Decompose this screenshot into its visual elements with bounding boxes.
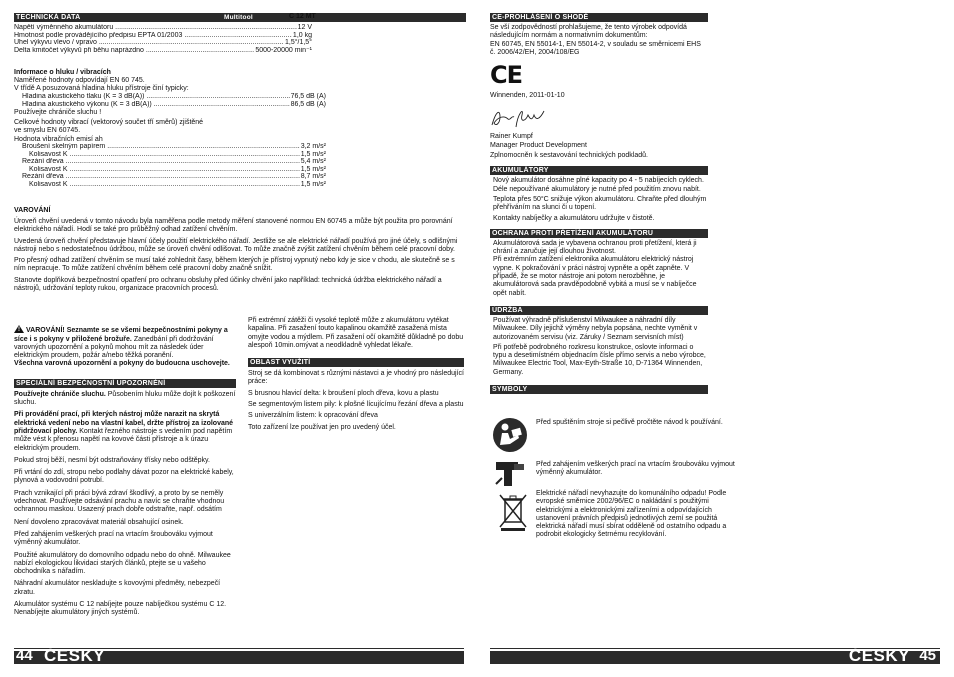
- spec-label: Úhel výkyvu vlevo / vpravo .....: [14, 39, 312, 46]
- spec-row: [14, 39, 312, 47]
- warning-paragraph: Uvedená úroveň chvění představuje hlavní účely použití elektrického nářadí. Jestliže se ale elektrické nářadí používá pro jiné účely, s odlišnými nástroji nebo s nedostatečnou údržbou, může se úroveň chvění odlišovat. To může značně zvýšit zatížení chvěním během celé pracovní doby.: [14, 237, 458, 253]
- vib-value: 3,2 m/s²: [300, 143, 326, 150]
- tech-data-tool: Multitool: [224, 14, 253, 21]
- vib-value: 1,5 m/s²: [300, 180, 326, 188]
- vib-row: [22, 181, 326, 189]
- spec-value: 12 V: [297, 24, 312, 31]
- battery-leak-note: Při extrémní zátěži či vysoké teplotě může z akumulátoru vytékat kapalina. Při zasažení touto kapalinou okamžitě zasažená místa omyjte vodou a mýdlem. Při zasažení očí okamžitě důkladně po dobu alespoň 10min.omývat a neodkladně vyhledat lékaře.: [248, 317, 464, 349]
- ce-text: Se vší zodpovědností prohlašujeme, že tento výrobek odpovídá následujícím normám a normativním dokumentům: EN 60745, EN 55014-1, EN 55014-2, v souladu se směrnicemi EHS č. 2006/42/EH, 2004/108/EG: [490, 24, 701, 56]
- warning-triangle-icon: !: [14, 325, 24, 333]
- declaration-date: Winnenden, 2011-01-10: [490, 92, 565, 100]
- use-paragraph: Toto zařízení lze používat jen pro uvedený účel.: [248, 423, 396, 431]
- spec-label: Hmotnost podle provádějícího předpisu EPTA 01/2003 .....: [14, 32, 312, 39]
- vib-label: Kolisavost K .....: [22, 181, 326, 188]
- use-paragraph: Se segmentovým listem pily: k plošné lícujícímu řezání dřeva a plastu: [248, 401, 464, 409]
- spec-table: [14, 24, 312, 54]
- protect-text: Akumulátorová sada je vybavena ochranou proti přetížení, která ji chrání a zaručuje její dlouhou životnost. Při extrémním zatížení elektronika akumulátoru elektrický nástroj vypne. K pokračování v práci nástroj vypněte a opět zapněte. V případě, že se motor nástroje ani potom nerozběhne, je akumulátorová sada pravděpodobně vybitá a musí se v nabíječce opět nabít.: [493, 239, 697, 297]
- use-paragraph: S brusnou hlavicí delta: k broušení ploch dřeva, kovu a plastu: [248, 389, 439, 397]
- noise-table: [22, 93, 326, 108]
- spec-row: [14, 47, 312, 55]
- spec-value: 1,0 kg: [292, 31, 312, 39]
- spec-label: Delta kmitočet výkyvů při běhu naprázdno .....: [14, 47, 312, 54]
- safety-paragraph: Pokud stroj běží, nesmí být odstraňovány třísky nebo odštěpky.: [14, 456, 210, 464]
- warning-paragraph: Úroveň chvění uvedená v tomto návodu byla naměřena podle metody měření stanovené normou EN 60745 a může být použita pro porovnání elektrického nářadí. Hodí se také pro průběžný odhad zatížení chvěním.: [14, 218, 453, 234]
- warning-paragraph: Stanovte doplňková bezpečnostní opatření pro ochranu obsluhy před účinky chvění jako například: technická údržba elektrického nářadí a nástrojů, udržování teploty rukou, organizace pracovních procesů.: [14, 276, 442, 293]
- safety-p2-bold: Při provádění prací, při kterých nástroj může narazit na skrytá elektrická vedení nebo na vlastní kabel, držte přístroj za izolované přidržovací plochy.: [14, 411, 234, 435]
- vib-label: Kolisavost K .....: [22, 166, 326, 173]
- right-language: ČESKY: [848, 646, 910, 665]
- signer: Rainer Kumpf Manager Product Development: [490, 133, 587, 149]
- akku-paragraph: Nový akumulátor dosáhne plné kapacity po 4 - 5 nabíjecích cyklech. Déle nepoužívané akumulátory je nutné před použitím znovu nabít.: [493, 177, 704, 193]
- safety-paragraph: Náhradní akumulátor neskladujte s kovovými předměty, nebezpečí zkratu.: [14, 580, 221, 596]
- ce-mark-icon: CE: [490, 61, 523, 90]
- noise-row: [22, 101, 326, 109]
- akku-paragraph: Kontakty nabíječky a akumulátoru udržujte v čistotě.: [493, 214, 655, 222]
- akku-header: AKUMULÁTORY: [490, 166, 708, 175]
- symbol-disposal-text: Elektrické nářadí nevyhazujte do komunálního odpadu! Podle evropské směrnice 2002/96/EC o nakládání s použitými elektrickými a elektronickými zařízeními a odpovídajících ustanovení právních předpisů jednotlivých zemí se použitá elektrická nářadí musí sbírat odděleně od ostatního odpadu a podrobit ekologicky šetrnému recyklování.: [536, 490, 727, 539]
- left-col-1: [14, 317, 236, 618]
- vib-value: 1,5 m/s²: [300, 150, 326, 158]
- safety-header: SPECIÁLNÍ BEZPEČNOSTNÍ UPOZORNĚNÍ: [14, 379, 236, 388]
- safety-paragraph: Není dovoleno zpracovávat materiál obsahující osinek.: [14, 518, 184, 526]
- use-paragraphs: [248, 370, 464, 432]
- tech-data-title: TECHNICKÁ DATA: [16, 14, 81, 21]
- ce-header: CE-PROHLÁŠENÍ O SHODĚ: [490, 13, 708, 22]
- spec-value: 1,5°/1,5°: [284, 39, 312, 47]
- right-footer: [490, 648, 940, 664]
- vib-row: [22, 143, 326, 151]
- noise-hearing: Používejte chrániče sluchu !: [14, 109, 102, 116]
- left-language: ČESKY: [44, 646, 106, 665]
- page-number-45: 45: [919, 647, 936, 664]
- noise-label: Hladina akustického tlaku (K = 3 dB(A)) .....: [22, 93, 326, 100]
- safety-p2-rest: Kontakt řezného nástroje s vedením pod napětím může vést k přenosu napětí na kovové části přístroje a k úrazu elektrickým proudem.: [14, 427, 233, 452]
- vib-row: [22, 173, 326, 181]
- use-paragraph: Stroj se dá kombinovat s různými nástavci a je vhodný pro následující práce:: [248, 370, 464, 386]
- safety-paragraph: Použité akumulátory do domovního odpadu nebo do ohně. Milwaukee nabízí ekologickou likvidaci starých článků, ptejte se u vašeho obchodníka s nářadím.: [14, 551, 231, 576]
- noise-row: [22, 93, 326, 101]
- warning-title: VAROVÁNÍ: [14, 207, 51, 214]
- noise-label: Hladina akustického výkonu (K = 3 dB(A)) .....: [22, 101, 326, 108]
- spec-label: Napětí výměnného akumulátoru .....: [14, 24, 312, 31]
- signature-icon: [490, 103, 550, 133]
- protect-header: OCHRANA PROTI PŘETÍŽENÍ AKUMULÁTORU: [490, 229, 708, 238]
- vib-value: 8,7 m/s²: [300, 173, 326, 181]
- symbol-row-manual: [492, 417, 740, 455]
- vib-row: [22, 158, 326, 166]
- noise-title: Informace o hluku / vibracích: [14, 69, 111, 76]
- vib-value: 1,5 m/s²: [300, 165, 326, 173]
- vib-table: [22, 143, 326, 189]
- symbols-header: SYMBOLY: [490, 385, 708, 394]
- noise-value: 86,5 dB (A): [290, 100, 326, 108]
- symbol-row-battery: [492, 458, 740, 490]
- spec-row: [14, 24, 312, 32]
- safety-p1-bold: Používejte chrániče sluchu.: [14, 390, 106, 398]
- symbol-row-disposal: [492, 490, 740, 560]
- noise-value: 76,5 dB (A): [290, 93, 326, 100]
- vib-label: Řezání dřeva .....: [22, 173, 326, 180]
- akku-paragraph: Teplota přes 50°C snižuje výkon akumulátoru. Chraňte před dlouhým přehříváním na slunci či u topení.: [493, 195, 707, 212]
- right-page: [490, 13, 708, 394]
- safety-paragraph: Před zahájením veškerých prací na vrtacím šroubováku vyjmout výměnný akumulátor.: [14, 530, 213, 547]
- warning-block: [14, 215, 464, 293]
- maint-paragraph: Používat výhradně příslušenství Milwaukee a náhradní díly Milwaukee. Díly jejichž výměny nebyla popsána, nechte vyměnit v autorizovaném servisu (viz. Záruky / Seznam servisních míst): [493, 316, 698, 341]
- safety-paragraph: Při vrtání do zdí, stropu nebo podlahy dávat pozor na elektrické kabely, plynová a vodovodní potrubí.: [14, 469, 234, 485]
- vib-label: Řezání dřeva .....: [22, 158, 326, 165]
- safety-p2: [14, 411, 236, 452]
- maint-paragraphs: [490, 317, 708, 377]
- vib-intro: Celkové hodnoty vibrací (vektorový součet tří směrů) zjištěné ve smyslu EN 60745. Hodnota vibračních emisí ah: [14, 119, 204, 143]
- read-manual-icon: [492, 417, 528, 453]
- use-paragraph: S univerzálním listem: k opracování dřeva: [248, 412, 378, 420]
- symbol-manual-text: Před spuštěním stroje si pečlivě pročtěte návod k používání.: [536, 419, 723, 426]
- symbol-battery-text: Před zahájením veškerých prací na vrtacím šroubováku vyjmout výměnný akumulátor.: [536, 461, 735, 477]
- authorized-text: Zplnomocněn k sestavování technických podkladů.: [490, 152, 648, 160]
- safety-paragraph: Akumulátor systému C 12 nabíjejte pouze nabíječkou systému C 12. Nenabíjejte akumulátory jiných systémů.: [14, 601, 227, 617]
- vib-row: [22, 151, 326, 159]
- safety-paragraphs: [14, 457, 236, 618]
- tech-data-header: [14, 13, 466, 22]
- akku-paragraphs: [490, 177, 708, 222]
- left-col-2: [248, 317, 464, 432]
- crossed-bin-icon: [498, 492, 528, 532]
- noise-intro: Naměřené hodnoty odpovídají EN 60 745. V třídě A posuzovaná hladina hluku přístroje činí typicky:: [14, 77, 189, 93]
- vib-value: 5,4 m/s²: [300, 158, 326, 166]
- keep-instructions: Všechna varovná upozornění a pokyny do budoucna uschovejte.: [14, 360, 230, 368]
- maint-header: ÚDRŽBA: [490, 306, 708, 315]
- use-header: OBLAST VYUŽITÍ: [248, 358, 464, 367]
- page-number-44: 44: [16, 647, 33, 664]
- general-warning-bold: VAROVÁNÍ! Seznamte se se všemi bezpečnostními pokyny a síce i s pokyny v přiložené brožuře.: [14, 327, 228, 343]
- vib-label: Kolisavost K .....: [22, 151, 326, 158]
- general-warning: [14, 317, 236, 360]
- vib-label: Broušení skelným papírem .....: [22, 143, 326, 150]
- spec-row: [14, 32, 312, 40]
- spec-value: 5000-20000 min⁻¹: [255, 46, 312, 54]
- tech-data-model: C 12 MT: [289, 13, 316, 20]
- safety-p1: [14, 391, 236, 408]
- safety-paragraph: Prach vznikající při práci bývá zdraví škodlivý, a proto by se neměly vdechovat. Používejte odsávání prachu a navíc se chraňte vhodnou ochrannou maskou. Usazený prach dobře odstraňte, např. odsátím: [14, 489, 225, 514]
- safety-p1-rest: Působením hluku může dojít k poškození sluchu.: [14, 390, 236, 407]
- remove-battery-icon: [492, 458, 526, 488]
- left-footer: [14, 648, 464, 664]
- general-warning-rest: Zanedbání při dodržování varovných upozornění a pokynů mohou mít za následek úder elektrickým proudem, požár a/nebo těžká poranění.: [14, 335, 214, 360]
- vib-row: [22, 166, 326, 174]
- warning-paragraph: Pro přesný odhad zatížení chvěním se musí také zohlednit časy, během kterých je přístroj vypnutý nebo kdy je sice v chodu, ale skutečně se s ním nepracuje. To může zatížení chvěním během celé pracovní doby značně snížit.: [14, 257, 455, 273]
- maint-paragraph: Při potřebě podrobného rozkresu konstrukce, oslovte informaci o typu a desetimístném objednacím čísle přímo servis a nebo výrobce, Milwaukee Electric Tool, Max-Eyth-Straße 10, D-71364 Winnenden, Germany.: [493, 343, 706, 376]
